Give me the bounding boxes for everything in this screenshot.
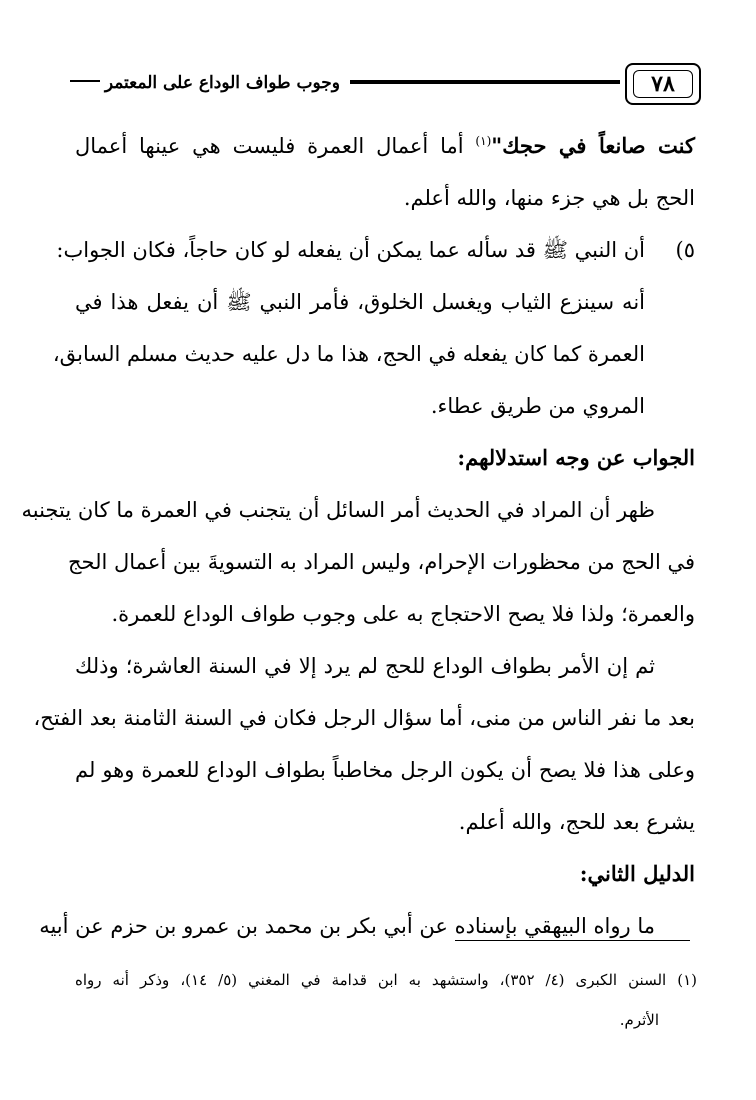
- footnote-line: (١) السنن الكبرى (٤/ ٣٥٢)، واستشهد به ابن قدامة في المغني (٥/ ١٤)، وذكر أنه رواه: [75, 971, 697, 989]
- body-line: بعد ما نفر الناس من منى، أما سؤال الرجل فكان في السنة الثامنة بعد الفتح،: [33, 706, 695, 730]
- footnote-ref[interactable]: (١): [475, 134, 492, 148]
- body-line: ما رواه البيهقي بإسناده عن أبي بكر بن محمد بن عمرو بن حزم عن أبيه: [39, 914, 655, 938]
- running-header: [70, 60, 700, 110]
- page-number: ٧٨: [651, 71, 675, 97]
- page-number-box: [625, 63, 701, 105]
- header-title: وجوب طواف الوداع على المعتمر: [104, 73, 340, 93]
- body-text: [21, 120, 695, 952]
- quote-end: كنت صانعاً في حجك": [491, 133, 695, 158]
- body-line: وعلى هذا فلا يصح أن يكون الرجل مخاطباً بطواف الوداع للعمرة وهو لم: [75, 758, 695, 782]
- header-rule-right: [350, 80, 620, 84]
- body-line: أنه سينزع الثياب ويغسل الخلوق، فأمر النبي ﷺ أن يفعل هذا في: [75, 290, 645, 314]
- body-line: المروي من طريق عطاء.: [430, 394, 645, 418]
- body-line: العمرة كما كان يفعله في الحج، هذا ما دل عليه حديث مسلم السابق،: [52, 342, 645, 366]
- body-line: ثم إن الأمر بطواف الوداع للحج لم يرد إلا في السنة العاشرة؛ وذلك: [75, 654, 655, 678]
- body-line: الحج بل هي جزء منها، والله أعلم.: [403, 186, 695, 210]
- body-line: [75, 120, 695, 172]
- footnote-separator: [455, 940, 690, 941]
- body-line: في الحج من محظورات الإحرام، وليس المراد به التسويةَ بين أعمال الحج: [68, 550, 695, 574]
- section-heading: الدليل الثاني:: [579, 861, 695, 886]
- body-line: والعمرة؛ ولذا فلا يصح الاحتجاج به على وجوب طواف الوداع للعمرة.: [111, 602, 695, 626]
- footnote: [75, 960, 697, 1040]
- body-line: يشرع بعد للحج، والله أعلم.: [458, 810, 695, 834]
- item-number: ٥): [675, 238, 695, 262]
- footnote-line: الأثرم.: [619, 1011, 659, 1029]
- line-text: أن النبي ﷺ قد سأله عما يمكن أن يفعله لو كان حاجاً، فكان الجواب:: [56, 238, 645, 262]
- section-heading: الجواب عن وجه استدلالهم:: [457, 445, 695, 470]
- numbered-item-5: [56, 224, 695, 276]
- line-text: أما أعمال العمرة فليست هي عينها أعمال: [75, 134, 476, 158]
- header-rule-left: [70, 80, 100, 82]
- body-line: ظهر أن المراد في الحديث أمر السائل أن يتجنب في العمرة ما كان يتجنبه: [21, 498, 655, 522]
